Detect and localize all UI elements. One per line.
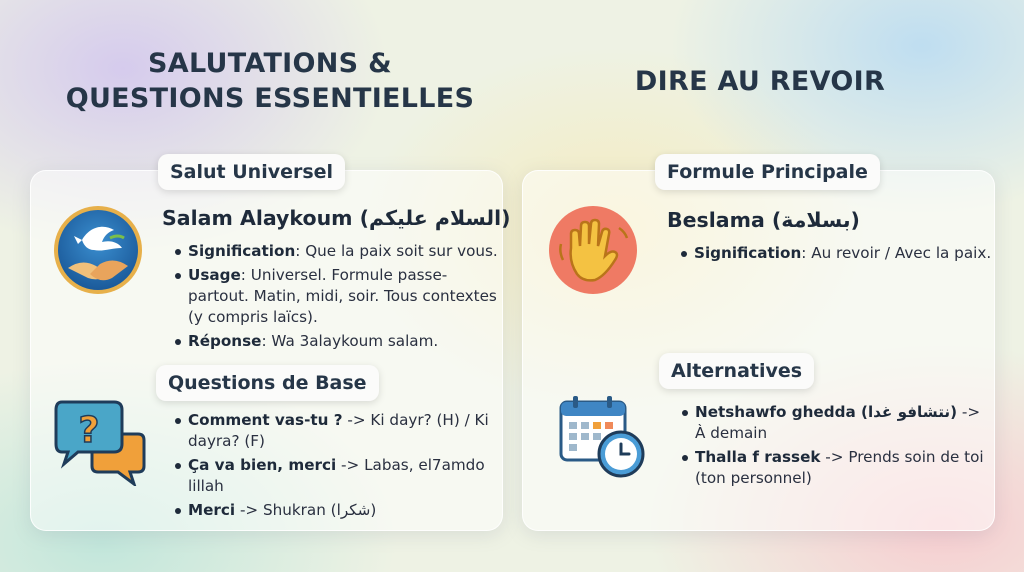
salut-bullet-list — [172, 241, 508, 355]
list-item: Usage: Universel. Formule passe-partout. Matin, midi, soir. Tous contextes (y compris laïcs). — [188, 265, 508, 328]
questions-bullet-list — [172, 410, 506, 524]
right-title: DIRE AU REVOIR — [634, 66, 886, 97]
salut-universel-label: Salut Universel — [158, 154, 345, 190]
list-item: Netshawfo ghedda (نتشافو غدا) -> À demain — [695, 402, 991, 444]
left-title: SALUTATIONS & QUESTIONS ESSENTIELLES — [65, 48, 475, 114]
salam-heading: Salam Alaykoum (السلام عليكم) — [162, 206, 511, 230]
question-speech-bubbles-icon — [54, 400, 146, 490]
svg-text:?: ? — [78, 410, 100, 451]
list-item: Ça va bien, merci -> Labas, el7amdo lillah — [188, 455, 506, 497]
alternatives-label: Alternatives — [659, 353, 814, 389]
waving-hand-icon — [547, 204, 639, 300]
formule-principale-label: Formule Principale — [655, 154, 880, 190]
list-item: Signification: Au revoir / Avec la paix. — [694, 243, 994, 264]
list-item: Merci -> Shukran (شكرا) — [188, 500, 506, 521]
list-item: Thalla f rassek -> Prends soin de toi (ton personnel) — [695, 447, 991, 489]
beslama-heading: Beslama (بسلامة) — [667, 208, 860, 232]
principale-bullet-list — [678, 243, 994, 267]
dove-handshake-icon — [52, 204, 144, 300]
alternatives-bullet-list — [679, 402, 991, 492]
list-item: Comment vas-tu ? -> Ki dayr? (H) / Ki dayra? (F) — [188, 410, 506, 452]
list-item: Signification: Que la paix soit sur vous. — [188, 241, 508, 262]
calendar-clock-icon — [559, 394, 645, 484]
list-item: Réponse: Wa 3alaykoum salam. — [188, 331, 508, 352]
questions-de-base-label: Questions de Base — [156, 365, 379, 401]
